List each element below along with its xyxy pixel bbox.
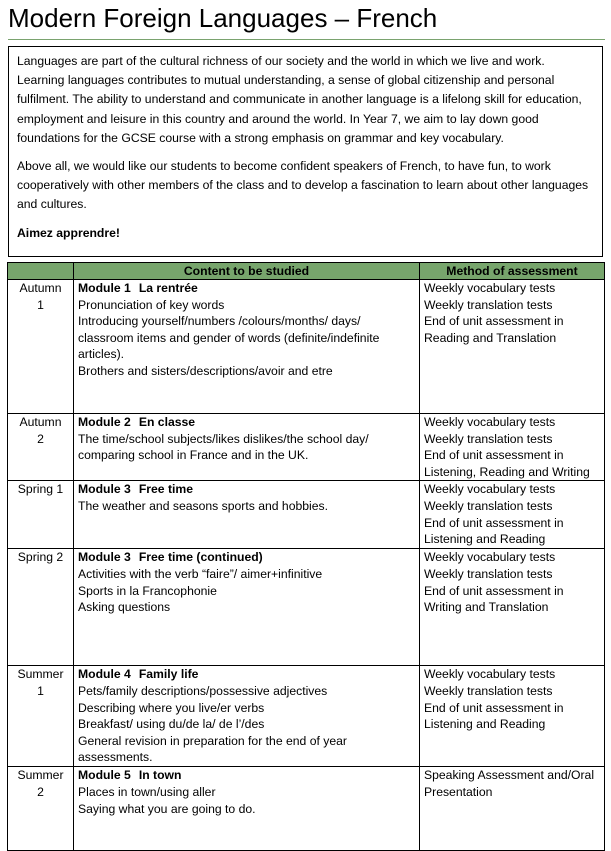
assessment-line: Weekly vocabulary tests [424, 415, 556, 429]
assessment-cell [420, 767, 605, 851]
term-number: 1 [37, 683, 44, 698]
term-label: Spring 2 [17, 550, 64, 565]
content-line: Asking questions [78, 600, 171, 615]
table-row [8, 414, 605, 481]
table-row [8, 280, 605, 414]
module-title: Free time [138, 482, 194, 497]
content-line: Activities with the verb “faire”/ aimer+infinitive [78, 566, 323, 581]
intro-closing: Aimez apprendre! [17, 225, 120, 240]
intro-paragraph-1: Languages are part of the cultural richness of our society and the world in which we live and work. Learning languages contributes to mutual understanding, a sense of global citizenship and personal fulfilment. The ability to understand and communicate in another language is a lifelong skill for education, employment and leisure in this country and around the world. In Year 7, we aim to lay down good foundations for the GCSE course with a strong emphasis on grammar and key vocabulary. [17, 54, 582, 145]
module-heading [78, 666, 415, 683]
assessment-line: Weekly vocabulary tests [424, 550, 556, 565]
content-line: The time/school subjects/likes dislikes/the school day/ comparing school in France and in the UK. [78, 431, 369, 463]
module-number: Module 5 [78, 768, 131, 783]
assessment-cell [420, 666, 605, 767]
term-number: 2 [37, 784, 44, 799]
module-number: Module 4 [78, 667, 131, 682]
curriculum-table [7, 262, 605, 851]
assessment-line: Weekly translation tests [424, 498, 553, 513]
assessment-cell [420, 414, 605, 481]
assessment-line: Speaking Assessment and/Oral Presentation [424, 768, 595, 799]
term-cell [8, 549, 74, 666]
term-label: Spring 1 [17, 482, 64, 497]
module-heading [78, 767, 415, 784]
table-row [8, 666, 605, 767]
assessment-cell [420, 549, 605, 666]
title-underline [8, 39, 605, 40]
assessment-line: Weekly translation tests [424, 297, 553, 312]
assessment-line: Weekly vocabulary tests [424, 482, 556, 497]
content-cell [74, 549, 420, 666]
module-number: Module 3 [78, 482, 131, 497]
header-content: Content to be studied [74, 263, 420, 280]
page-title: Modern Foreign Languages – French [8, 3, 438, 33]
term-cell [8, 280, 74, 414]
module-title: In town [138, 768, 182, 783]
assessment-line: End of unit assessment in Writing and Translation [424, 583, 564, 615]
table-row [8, 549, 605, 666]
term-cell [8, 666, 74, 767]
module-number: Module 2 [78, 415, 131, 429]
module-number: Module 3 [78, 550, 131, 565]
content-line: The weather and seasons sports and hobbies. [78, 498, 329, 513]
module-heading [78, 280, 415, 297]
content-cell [74, 666, 420, 767]
content-cell [74, 414, 420, 481]
term-number: 2 [37, 431, 44, 446]
assessment-line: Weekly translation tests [424, 566, 553, 581]
assessment-line: End of unit assessment in Listening and Reading [424, 515, 564, 547]
module-title: En classe [138, 415, 196, 429]
module-heading [78, 549, 415, 566]
term-label: Autumn [19, 415, 62, 429]
term-cell [8, 414, 74, 481]
content-cell [74, 767, 420, 851]
module-title: Free time (continued) [138, 550, 263, 565]
assessment-line: Weekly translation tests [424, 683, 553, 698]
term-number: 1 [37, 297, 44, 312]
assessment-cell [420, 280, 605, 414]
content-cell [74, 280, 420, 414]
table-row [8, 481, 605, 549]
intro-paragraph-2: Above all, we would like our students to become confident speakers of French, to have fun, to work cooperatively with other members of the class and to develop a fascination to learn about other languages and cultures. [17, 159, 589, 212]
assessment-line: End of unit assessment in Reading and Translation [424, 314, 564, 345]
term-label: Summer [17, 667, 64, 682]
module-number: Module 1 [78, 281, 131, 295]
content-line: Describing where you live/er verbs [78, 700, 265, 715]
header-assessment: Method of assessment [420, 263, 605, 280]
content-line: Breakfast/ using du/de la/ de l’/des [78, 717, 265, 732]
term-label: Summer [17, 768, 64, 783]
content-cell [74, 481, 420, 549]
content-line: Places in town/using aller [78, 784, 216, 799]
table-row [8, 767, 605, 851]
term-label: Autumn [19, 281, 62, 295]
table-header-row [8, 263, 605, 280]
assessment-line: Weekly vocabulary tests [424, 281, 556, 295]
content-line: Pets/family descriptions/possessive adjectives [78, 683, 328, 698]
content-line: Saying what you are going to do. [78, 801, 256, 816]
assessment-line: Weekly vocabulary tests [424, 667, 556, 682]
module-heading [78, 414, 415, 431]
content-line: Introducing yourself/numbers /colours/months/ days/ classroom items and gender of words (definite/indefinite articles). [78, 314, 380, 362]
assessment-line: Weekly translation tests [424, 431, 553, 446]
module-title: La rentrée [138, 281, 198, 295]
content-line: General revision in preparation for the end of year assessments. [78, 733, 347, 765]
term-cell [8, 767, 74, 851]
assessment-line: End of unit assessment in Listening, Reading and Writing [424, 448, 590, 479]
term-cell [8, 481, 74, 549]
module-title: Family life [138, 667, 199, 682]
intro-box [8, 46, 603, 257]
content-line: Sports in la Francophonie [78, 583, 217, 598]
assessment-cell [420, 481, 605, 549]
content-line: Brothers and sisters/descriptions/avoir and etre [78, 363, 333, 378]
module-heading [78, 481, 415, 498]
assessment-line: End of unit assessment in Listening and Reading [424, 700, 564, 732]
header-term [8, 263, 74, 280]
content-line: Pronunciation of key words [78, 297, 225, 312]
